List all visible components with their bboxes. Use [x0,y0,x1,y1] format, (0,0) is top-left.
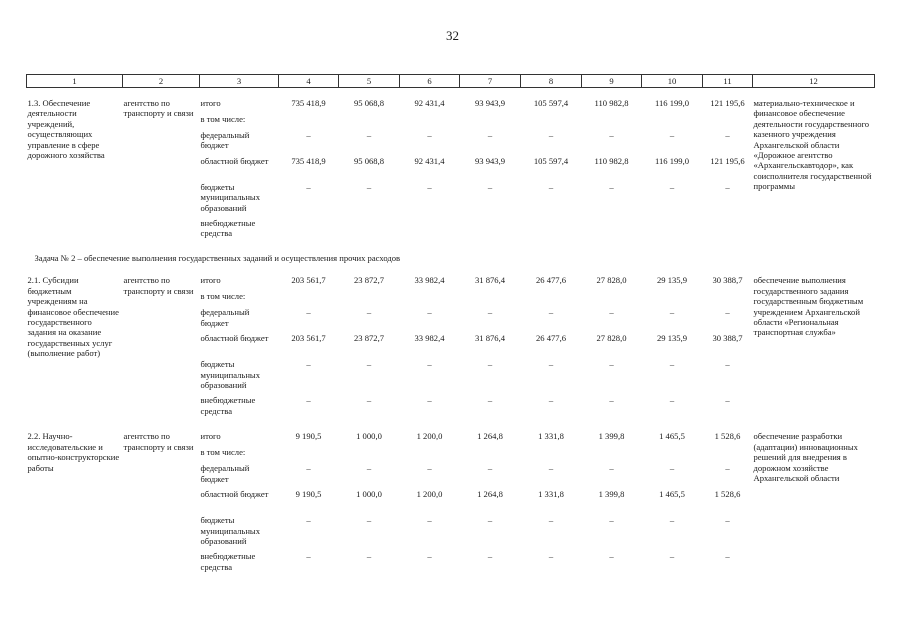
amount-cell: – [427,515,432,526]
amount-cell: – [548,359,554,370]
amount-cell [642,447,703,463]
amount-cell: – [427,395,432,406]
amount-cell: – [427,130,432,140]
funding-source: федеральный бюджет [200,463,250,484]
amount-cell: – [548,395,554,406]
amount-cell: – [487,359,493,370]
amount-cell [400,114,460,130]
page-number: 32 [446,28,459,43]
amount-cell [642,114,703,130]
amount-cell [521,447,582,463]
amount-cell: – [725,395,730,406]
amount-cell: – [366,307,372,318]
amount-cell [339,447,400,463]
amount-cell [460,447,521,463]
executor: агентство по транспорту и связи [123,275,194,296]
amount-cell: 105 597,4 [533,98,569,108]
amount-cell: 1 528,6 [714,489,741,500]
executor: агентство по транспорту и связи [123,431,194,452]
column-number: 4 [279,75,339,88]
amount-cell [460,291,521,307]
amount-cell: – [427,182,432,192]
amount-cell: – [487,130,493,140]
task-title: Задача № 2 – обеспечение выполнения государственных заданий и осуществления прочих расходов [34,253,401,263]
amount-cell: 1 399,8 [598,431,625,442]
amount-cell: 95 068,8 [353,98,385,108]
amount-cell: 1 331,8 [538,431,564,442]
funding-source: в том числе: [200,291,246,302]
amount-cell [279,114,339,130]
amount-cell: – [487,515,493,526]
amount-cell: – [306,307,311,318]
amount-cell: 29 135,9 [656,275,688,286]
funding-source: областной бюджет [200,333,269,344]
amount-cell: – [427,463,432,474]
amount-cell: 735 418,9 [291,156,326,166]
amount-cell [400,218,460,244]
amount-cell [460,218,521,244]
column-number: 5 [339,75,400,88]
amount-cell [339,218,400,244]
amount-cell [642,218,703,244]
column-number: 3 [200,75,279,88]
amount-cell: 27 828,0 [596,275,627,286]
spacer-cell [27,421,875,431]
table-row [27,98,875,114]
amount-cell: – [609,130,614,140]
amount-cell [279,218,339,244]
amount-cell: 116 199,0 [654,98,690,108]
amount-cell: 26 477,6 [535,275,567,286]
funding-source: областной бюджет [200,489,269,500]
amount-cell: – [366,551,372,562]
amount-cell [582,114,642,130]
funding-source: итого [200,98,221,108]
amount-cell: – [366,515,372,526]
column-number: 10 [642,75,703,88]
amount-cell: – [669,182,675,192]
amount-cell: – [366,395,372,406]
amount-cell: – [609,463,614,474]
funding-source: в том числе: [200,447,246,458]
amount-cell: – [725,307,730,318]
amount-cell: – [306,359,311,370]
amount-cell: – [548,130,554,140]
amount-cell: – [669,359,675,370]
spacer-cell [27,88,875,99]
amount-cell: – [669,395,675,406]
amount-cell: – [669,515,675,526]
column-number: 2 [123,75,200,88]
amount-cell: – [366,182,372,192]
amount-cell: – [366,359,372,370]
amount-cell: 1 399,8 [598,489,625,500]
executor: агентство по транспорту и связи [123,98,194,119]
amount-cell: 1 000,0 [356,489,382,500]
expected-result: обеспечение разработки (адаптации) инновационных решений для внедрения в дорожном хозяйстве Архангельской области [753,431,858,484]
amount-cell: – [487,307,493,318]
program-table [26,74,875,577]
amount-cell: – [609,182,614,192]
amount-cell: – [366,130,372,140]
amount-cell: – [487,182,493,192]
amount-cell: 93 943,9 [474,98,506,108]
column-number: 12 [753,75,875,88]
spacer-row [27,88,875,99]
column-number: 9 [582,75,642,88]
amount-cell: 27 828,0 [596,333,627,344]
amount-cell: – [427,551,432,562]
amount-cell: – [548,307,554,318]
amount-cell: 29 135,9 [656,333,688,344]
amount-cell: – [427,359,432,370]
amount-cell: 1 200,0 [416,489,443,500]
amount-cell: – [725,551,730,562]
amount-cell [703,447,753,463]
amount-cell: – [725,359,730,370]
funding-source: бюджеты муниципальных образований [200,182,260,213]
amount-cell [642,291,703,307]
measure-name: 2.2. Научно-исследовательские и опытно-конструкторские работы [27,431,120,473]
amount-cell: 1 264,8 [477,431,503,442]
amount-cell: 121 195,6 [710,156,745,166]
amount-cell: 116 199,0 [654,156,690,166]
amount-cell: – [487,395,493,406]
amount-cell [521,291,582,307]
amount-cell: – [725,182,730,192]
amount-cell [460,114,521,130]
expected-result: материально-техническое и финансовое обеспечение деятельности государственного казенного учреждения Архангельской области «Дорожное агентство «Архангельскавтодор», как соисполнителя государственной программы [753,98,872,192]
amount-cell: 1 200,0 [416,431,443,442]
funding-source: бюджеты муниципальных образований [200,359,260,391]
amount-cell: 23 872,7 [353,333,385,344]
amount-cell [279,291,339,307]
amount-cell [582,291,642,307]
funding-source: внебюджетные средства [200,218,256,239]
column-number: 8 [521,75,582,88]
amount-cell: – [725,515,730,526]
amount-cell: 92 431,4 [414,156,445,166]
funding-source: итого [200,431,221,442]
amount-cell: – [669,551,675,562]
funding-source: федеральный бюджет [200,307,250,328]
amount-cell: – [306,515,311,526]
column-number: 7 [460,75,521,88]
funding-source: внебюджетные средства [200,395,256,416]
funding-source: итого [200,275,221,286]
amount-cell [703,291,753,307]
amount-cell [339,114,400,130]
amount-cell: – [669,307,675,318]
amount-cell: – [366,463,372,474]
amount-cell: 33 982,4 [414,275,445,286]
amount-cell [582,218,642,244]
funding-source: федеральный бюджет [200,130,250,151]
amount-cell: 95 068,8 [353,156,385,166]
amount-cell [400,291,460,307]
amount-cell: 1 000,0 [356,431,382,442]
amount-cell: 1 331,8 [538,489,564,500]
amount-cell: – [306,395,311,406]
amount-cell: – [609,307,614,318]
amount-cell: – [548,551,554,562]
amount-cell: – [306,463,311,474]
table-body [27,88,875,578]
amount-cell: – [306,182,311,192]
amount-cell [400,447,460,463]
spacer-row [27,421,875,431]
amount-cell: – [548,463,554,474]
amount-cell: 105 597,4 [533,156,569,166]
task-row [27,244,875,275]
amount-cell: – [609,551,614,562]
amount-cell: 93 943,9 [474,156,506,166]
amount-cell: – [487,551,493,562]
amount-cell: 30 388,7 [712,333,743,344]
amount-cell: 1 528,6 [714,431,741,442]
amount-cell: 92 431,4 [414,98,445,108]
amount-cell: – [609,395,614,406]
amount-cell: 1 264,8 [477,489,503,500]
expected-result: обеспечение выполнения государственного задания государственным бюджетным учреждением Архангельской области «Региональная транспортная служба» [753,275,864,338]
amount-cell [703,114,753,130]
amount-cell: 735 418,9 [291,98,326,108]
amount-cell: 30 388,7 [712,275,743,286]
amount-cell: 23 872,7 [353,275,385,286]
amount-cell [582,447,642,463]
amount-cell: – [306,551,311,562]
amount-cell: 110 982,8 [594,156,629,166]
measure-name: 2.1. Субсидии бюджетным учреждениям на финансовое обеспечение государственного задания на оказание государственных услуг (выполнение работ) [27,275,119,359]
amount-cell: 33 982,4 [414,333,445,344]
amount-cell: – [725,463,730,474]
table-row [27,431,875,447]
amount-cell: 31 876,4 [474,333,506,344]
amount-cell: 26 477,6 [535,333,567,344]
funding-source: бюджеты муниципальных образований [200,515,260,547]
amount-cell: 121 195,6 [710,98,745,108]
amount-cell: 31 876,4 [474,275,506,286]
amount-cell: – [306,130,311,140]
amount-cell: 1 465,5 [659,431,685,442]
column-number-row [27,75,875,88]
table-row [27,275,875,291]
funding-source: внебюджетные средства [200,551,256,572]
amount-cell: – [548,182,554,192]
amount-cell: 9 190,5 [295,489,322,500]
funding-source: областной бюджет [200,156,269,166]
amount-cell: – [725,130,730,140]
column-number: 11 [703,75,753,88]
column-number: 1 [27,75,123,88]
amount-cell [521,218,582,244]
funding-source: в том числе: [200,114,246,124]
amount-cell: – [427,307,432,318]
amount-cell: – [609,359,614,370]
amount-cell: 203 561,7 [291,333,326,344]
amount-cell [703,218,753,244]
amount-cell: 110 982,8 [594,98,629,108]
amount-cell: 1 465,5 [659,489,685,500]
amount-cell: – [548,515,554,526]
amount-cell: – [609,515,614,526]
amount-cell: – [487,463,493,474]
amount-cell: 9 190,5 [295,431,322,442]
amount-cell: – [669,463,675,474]
amount-cell [279,447,339,463]
amount-cell [339,291,400,307]
amount-cell: – [669,130,675,140]
amount-cell [521,114,582,130]
column-number: 6 [400,75,460,88]
measure-name: 1.3. Обеспечение деятельности учреждений, осуществляющих управление в сфере дорожного хозяйства [27,98,105,161]
amount-cell: 203 561,7 [291,275,326,286]
